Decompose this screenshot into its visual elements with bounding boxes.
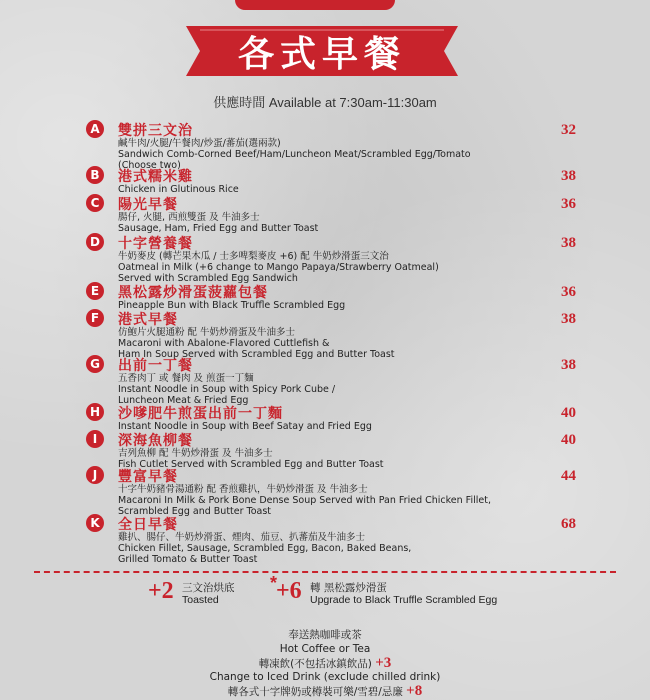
item-price: 44	[561, 468, 576, 484]
item-description: Chicken in Glutinous Rice	[118, 184, 239, 195]
addon-price: +2	[148, 578, 174, 604]
item-description: 腸仔, 火腿, 西煎雙蛋 及 牛油多士 Sausage, Ham, Fried Egg and Butter Toast	[118, 212, 319, 234]
item-description: 仿鮑片火腿通粉 配 牛奶炒滑蛋及牛油多士 Macaroni with Abalone-Flavored Cuttlefish & Ham In Soup Served with Scrambled Egg and Butter Toast	[118, 327, 395, 360]
item-description: Instant Noodle in Soup with Beef Satay and Fried Egg	[118, 421, 372, 432]
drink-iced-price: +3	[375, 655, 392, 671]
decorative-header-blob	[235, 0, 395, 10]
item-badge: J	[86, 466, 104, 484]
item-price: 38	[561, 357, 576, 373]
addon-label-en: Upgrade to Black Truffle Scrambled Egg	[310, 594, 498, 606]
item-price: 32	[561, 122, 576, 138]
availability-text: 供應時間 Available at 7:30am-11:30am	[213, 95, 437, 110]
drink-free-zh: 奉送熱咖啡或茶	[288, 629, 362, 641]
item-name: 陽光早餐	[118, 197, 178, 213]
drink-iced-zh	[0, 656, 650, 670]
item-price: 36	[561, 196, 576, 212]
drinks-section	[0, 628, 650, 698]
title-banner	[186, 20, 458, 82]
addon-label-en: Toasted	[182, 594, 219, 606]
item-price: 68	[561, 516, 576, 532]
item-badge: F	[86, 309, 104, 327]
item-badge: C	[86, 194, 104, 212]
item-description: Pineapple Bun with Black Truffle Scrambled Egg	[118, 300, 346, 311]
drink-upgrade-zh	[0, 684, 650, 698]
item-badge: E	[86, 282, 104, 300]
drink-upgrade-price: +8	[406, 683, 423, 699]
item-badge: D	[86, 233, 104, 251]
item-name: 深海魚柳餐	[118, 433, 193, 449]
addon-price: +6	[276, 578, 302, 604]
item-badge: B	[86, 166, 104, 184]
item-name: 豐富早餐	[118, 469, 178, 485]
addon-label-zh: 三文治烘底	[182, 582, 235, 594]
item-price: 40	[561, 432, 576, 448]
addon-label-zh: 轉 黑松露炒滑蛋	[310, 582, 387, 594]
item-price: 38	[561, 235, 576, 251]
item-name: 沙嗲肥牛煎蛋出前一丁麵	[118, 406, 283, 422]
drink-free-en: Hot Coffee or Tea	[279, 643, 371, 655]
item-badge: A	[86, 120, 104, 138]
item-badge: I	[86, 430, 104, 448]
item-description: 鹹牛肉/火腿/午餐肉/炒蛋/蕃茄(選兩款) Sandwich Comb-Corned Beef/Ham/Luncheon Meat/Scrambled Egg/Tomato (Choose two)	[118, 138, 471, 171]
item-name: 港式早餐	[118, 312, 178, 328]
item-description: 牛奶麥皮 (轉芒果木瓜 / 士多啤梨麥皮 +6) 配 牛奶炒滑蛋三文治 Oatmeal in Milk (+6 change to Mango Papaya/Strawberry Oatmeal) Served with Scrambled Egg Sandwich	[118, 251, 439, 284]
item-badge: H	[86, 403, 104, 421]
item-price: 38	[561, 311, 576, 327]
item-price: 40	[561, 405, 576, 421]
item-description: 五香肉丁 或 餐肉 及 煎蛋一丁麵 Instant Noodle in Soup with Spicy Pork Cube / Luncheon Meat & Fried Egg	[118, 373, 336, 406]
item-badge: G	[86, 355, 104, 373]
drink-iced-label: 轉凍飲(不包括冰鎮飲品)	[258, 658, 372, 670]
item-description: 雞扒、腸仔、牛奶炒滑蛋、煙肉、茄豆、扒蕃茄及牛油多士 Chicken Fillet, Sausage, Scrambled Egg, Bacon, Baked Beans, Grilled Tomato & Butter Toast	[118, 532, 412, 565]
item-name: 雙拼三文治	[118, 123, 193, 139]
item-name: 港式糯米雞	[118, 169, 193, 185]
item-name: 黑松露炒滑蛋菠蘿包餐	[118, 285, 268, 301]
item-name: 出前一丁餐	[118, 358, 193, 374]
item-name: 全日早餐	[118, 517, 178, 533]
drink-iced-en: Change to Iced Drink (exclude chilled drink)	[209, 671, 441, 683]
drink-upgrade-label: 轉各式十字牌奶或樽裝可樂/雪碧/忌廉	[227, 686, 403, 698]
item-price: 38	[561, 168, 576, 184]
item-price: 36	[561, 284, 576, 300]
item-badge: K	[86, 514, 104, 532]
page-title: 各式早餐	[237, 34, 406, 75]
item-description: 十字牛奶豬骨湯通粉 配 香煎雞扒，牛奶炒滑蛋 及 牛油多士 Macaroni In Milk & Pork Bone Dense Soup Served with Pan Fried Chicken Fillet, Scrambled Egg and Butter Toast	[118, 484, 491, 517]
dashed-divider	[34, 571, 616, 573]
item-name: 十字營養餐	[118, 236, 193, 252]
item-description: 吉列魚柳 配 牛奶炒滑蛋 及 牛油多士 Fish Cutlet Served with Scrambled Egg and Butter Toast	[118, 448, 384, 470]
asterisk-mark: *	[270, 573, 278, 593]
